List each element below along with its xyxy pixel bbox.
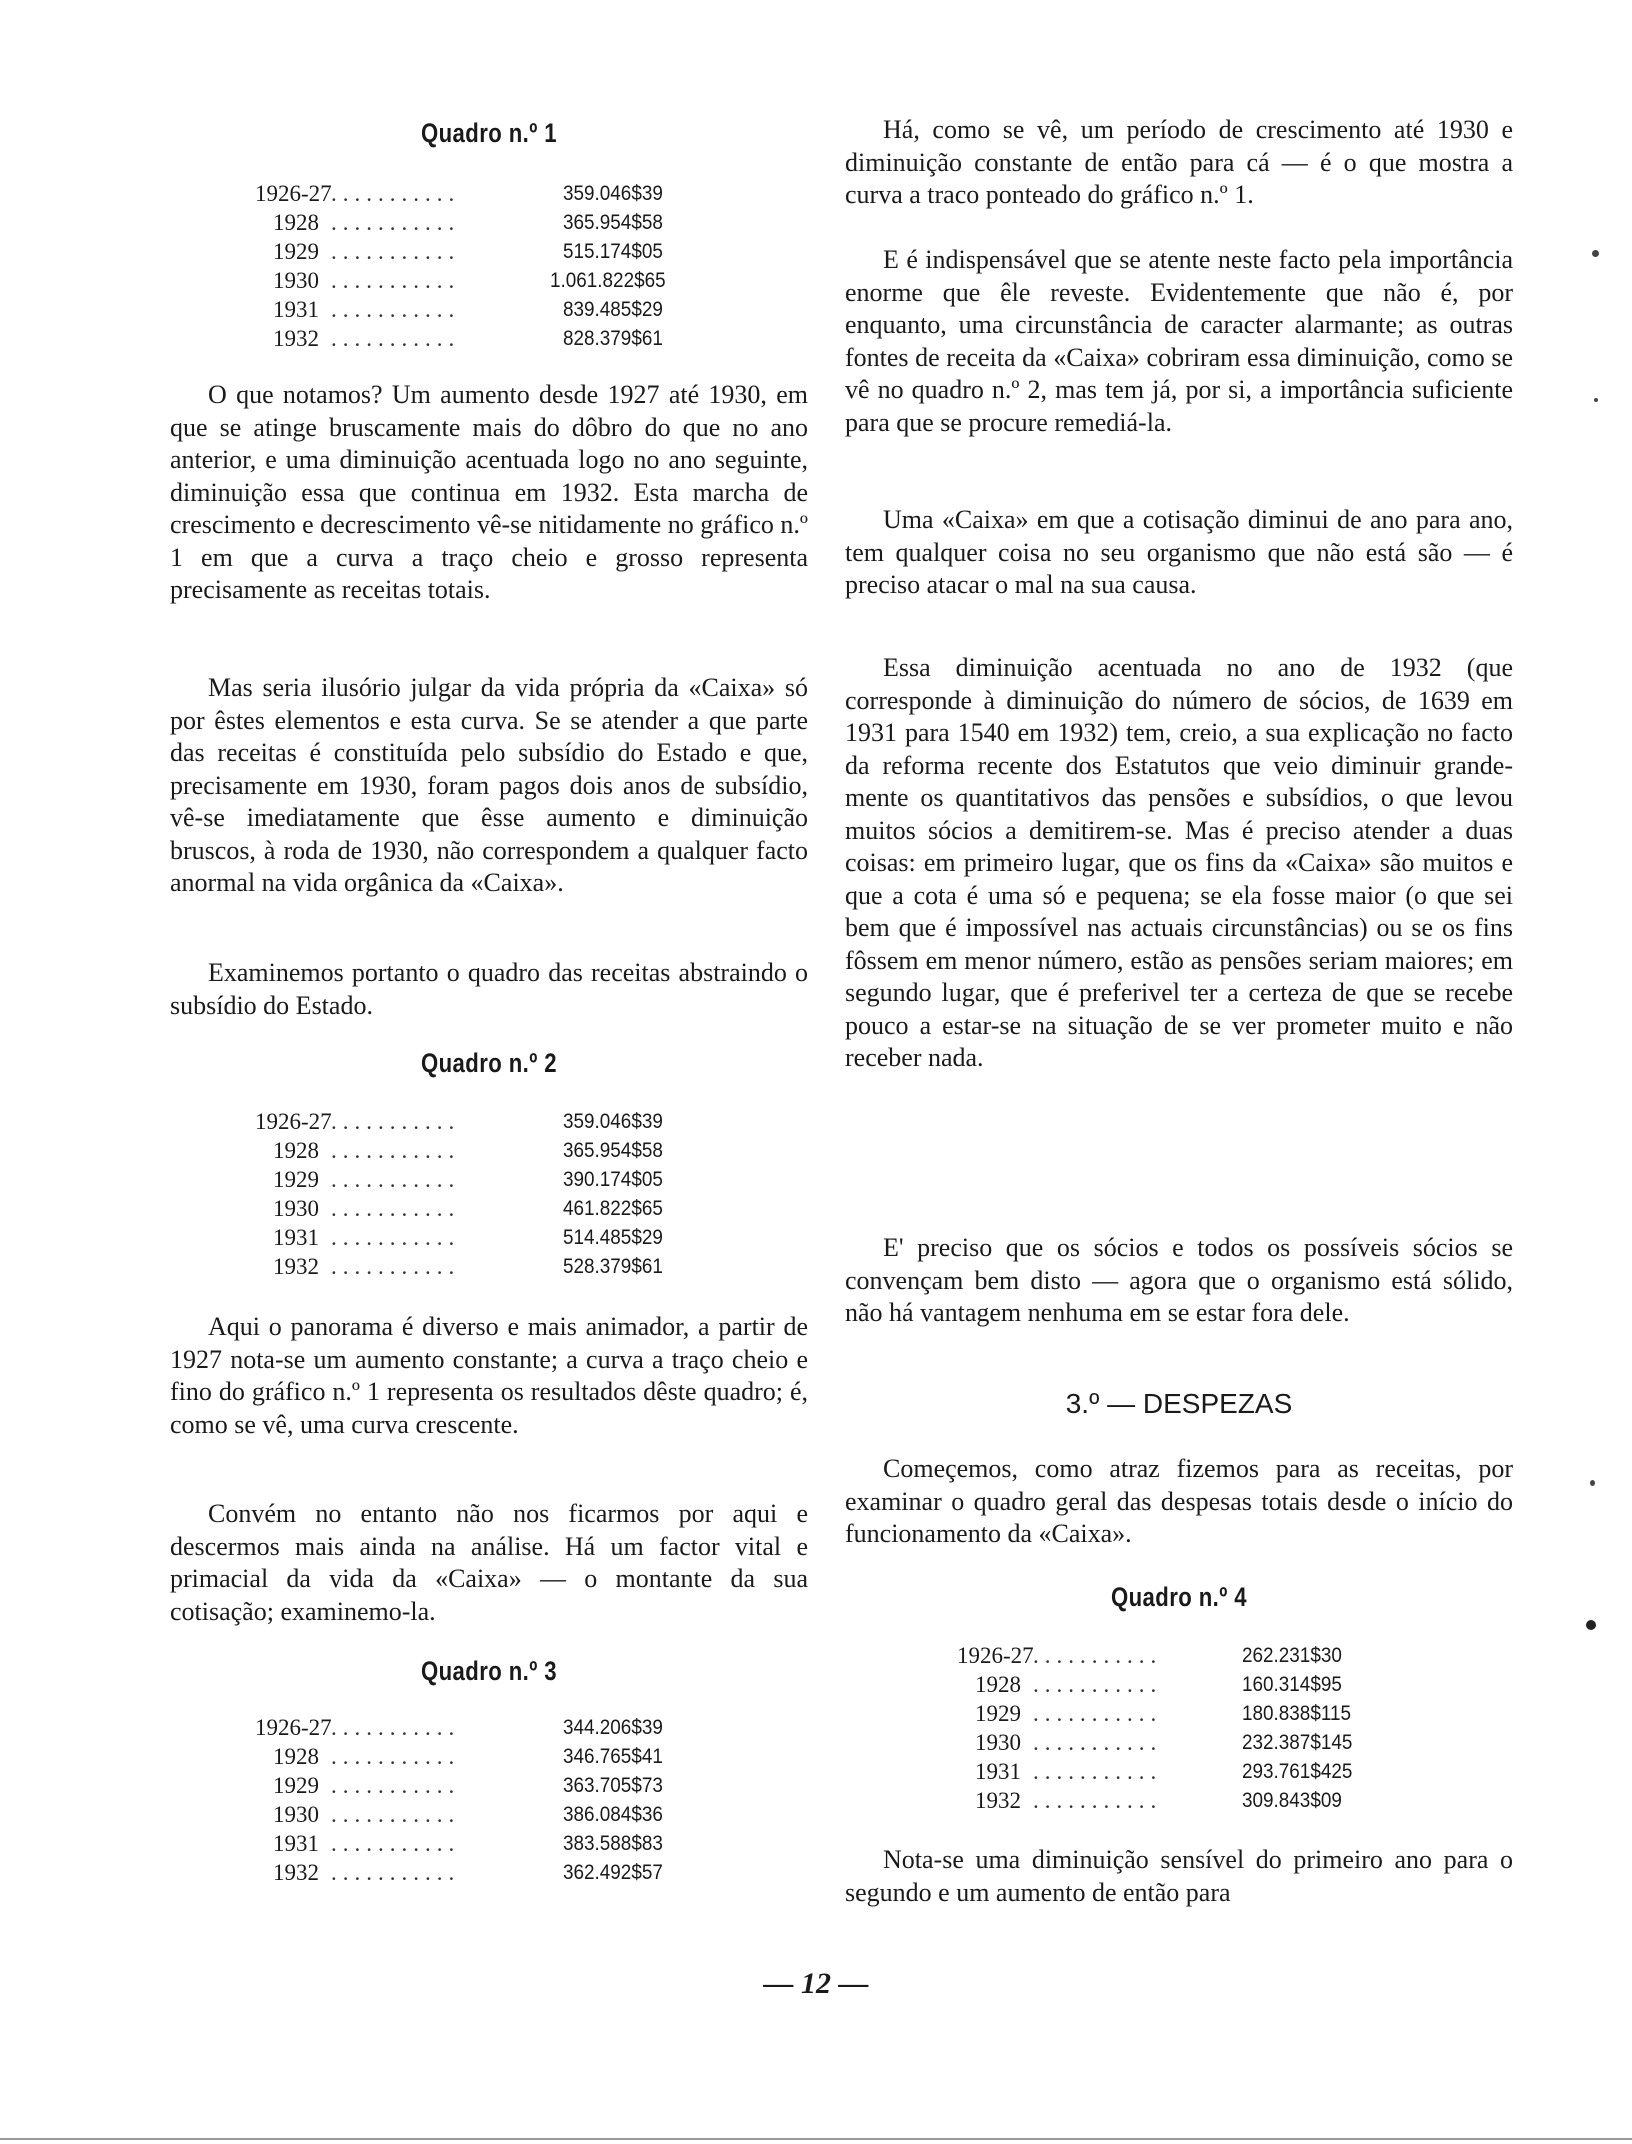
- page-number: — 12 —: [763, 1967, 869, 2000]
- row-year: 1930: [273, 268, 319, 293]
- scan-speck: [1594, 398, 1598, 402]
- row-year: 1928: [273, 210, 319, 235]
- table-title-quadro-4: Quadro n.º 4: [1110, 1582, 1248, 1612]
- row-value: 828.379$61: [563, 327, 663, 350]
- row-value: 346.765$41: [563, 1745, 663, 1768]
- row-year: 1929: [273, 1167, 319, 1192]
- paragraph: Há, como se vê, um período de crescimento até 1930 e diminuição constante de então para cá — é o que mostra a curva a traco ponteado do gráfico n.º 1.: [845, 115, 1513, 209]
- row-value: 365.954$58: [563, 1139, 663, 1162]
- leader-dots: ...........: [331, 1773, 461, 1798]
- leader-dots: ...........: [331, 297, 461, 322]
- paragraph: E' preciso que os sócios e todos os possíveis sócios se convençam bem disto — agora que o organismo está sólido, não há vantagem nenhuma em se estar fora dele.: [845, 1233, 1513, 1327]
- row-value: 262.231$30: [1242, 1644, 1342, 1667]
- leader-dots: ...........: [331, 1744, 461, 1769]
- leader-dots: ...........: [1033, 1759, 1163, 1784]
- row-year: 1926-27: [255, 1109, 332, 1134]
- table-title-quadro-3: Quadro n.º 3: [420, 1656, 558, 1686]
- paragraph: E é indispensável que se atente neste facto pela importância enorme que êle reveste. Evidentemente que não é, por enquanto, uma circunstância de caracter alarmante; as outras fontes de receita da «Caixa» cobriram essa diminuição, como se vê no quadro n.º 2, mas tem já, por si, a importância suficiente para que se procure remediá-la.: [845, 245, 1513, 437]
- row-value: 363.705$73: [563, 1774, 663, 1797]
- leader-dots: ...........: [331, 1138, 461, 1163]
- row-year: 1931: [273, 297, 319, 322]
- leader-dots: ...........: [331, 1831, 461, 1856]
- leader-dots: ...........: [1033, 1643, 1163, 1668]
- row-year: 1926-27: [255, 181, 332, 206]
- scan-speck: [1586, 1620, 1596, 1630]
- leader-dots: ...........: [331, 268, 461, 293]
- row-value: 461.822$65: [563, 1197, 663, 1220]
- table-title-quadro-2: Quadro n.º 2: [420, 1048, 558, 1078]
- row-year: 1931: [273, 1831, 319, 1856]
- scan-speck: [1590, 1480, 1595, 1486]
- paragraph: Mas seria ilusório julgar da vida própria da «Caixa» só por êstes elementos e esta curva. Se se atender a que parte das receitas é constituída pelo subsídio do Estado e que, precisamente em 1930, foram pagos dois anos de subsídio, vê-se imediatamente que êsse aumento e diminuição bruscos, à roda de 1930, não correspondem a qualquer facto anormal na vida orgânica da «Caixa».: [170, 673, 808, 897]
- leader-dots: ...........: [331, 1860, 461, 1885]
- row-value: 362.492$57: [563, 1861, 663, 1884]
- row-value: 528.379$61: [563, 1255, 663, 1278]
- leader-dots: ...........: [331, 1802, 461, 1827]
- table-title-quadro-1: Quadro n.º 1: [420, 118, 558, 148]
- row-year: 1928: [273, 1744, 319, 1769]
- row-year: 1930: [975, 1730, 1021, 1755]
- row-year: 1930: [273, 1802, 319, 1827]
- leader-dots: ...........: [331, 1109, 461, 1134]
- row-value: 160.314$95: [1242, 1673, 1342, 1696]
- row-year: 1929: [273, 1773, 319, 1798]
- row-year: 1926-27: [957, 1643, 1034, 1668]
- leader-dots: ...........: [331, 239, 461, 264]
- row-value: 514.485$29: [563, 1226, 663, 1249]
- row-year: 1928: [975, 1672, 1021, 1697]
- leader-dots: ...........: [331, 1167, 461, 1192]
- row-value: 515.174$05: [563, 240, 663, 263]
- paragraph: Começemos, como atraz fizemos para as receitas, por examinar o quadro geral das despesas totais desde o início do funcionamento da «Caixa».: [845, 1454, 1513, 1548]
- leader-dots: ...........: [1033, 1730, 1163, 1755]
- paragraph: Uma «Caixa» em que a cotisação diminui de ano para ano, tem qualquer coisa no seu organismo que não está são — é preciso atacar o mal na sua causa.: [845, 505, 1513, 599]
- leader-dots: ...........: [331, 181, 461, 206]
- section-heading-despezas: 3.º — DESPEZAS: [1065, 1388, 1293, 1419]
- row-year: 1931: [273, 1225, 319, 1250]
- scan-speck: [1592, 250, 1599, 257]
- row-value: 386.084$36: [563, 1803, 663, 1826]
- row-value: 293.761$425: [1242, 1760, 1353, 1783]
- leader-dots: ...........: [331, 1225, 461, 1250]
- paragraph: Convém no entanto não nos ficarmos por aqui e descermos mais ainda na análise. Há um factor vital e primacial da vida da «Caixa» — o montante da sua cotisação; examinemo-la.: [170, 1499, 808, 1626]
- row-year: 1928: [273, 1138, 319, 1163]
- row-year: 1932: [273, 326, 319, 351]
- leader-dots: ...........: [331, 1715, 461, 1740]
- row-value: 180.838$115: [1242, 1702, 1351, 1725]
- leader-dots: ...........: [331, 1196, 461, 1221]
- row-value: 232.387$145: [1242, 1731, 1353, 1754]
- row-year: 1932: [273, 1254, 319, 1279]
- row-year: 1926-27: [255, 1715, 332, 1740]
- row-year: 1932: [273, 1860, 319, 1885]
- row-value: 359.046$39: [563, 182, 663, 205]
- leader-dots: ...........: [1033, 1788, 1163, 1813]
- row-value: 359.046$39: [563, 1110, 663, 1133]
- row-year: 1930: [273, 1196, 319, 1221]
- row-value: 344.206$39: [563, 1716, 663, 1739]
- paragraph: Examinemos portanto o quadro das receitas abstraindo o subsídio do Estado.: [170, 958, 808, 1020]
- row-value: 365.954$58: [563, 211, 663, 234]
- row-year: 1931: [975, 1759, 1021, 1784]
- paragraph: Aqui o panorama é diverso e mais animador, a partir de 1927 nota-se um aumento constante; a curva a traço cheio e fino do gráfico n.º 1 representa os resultados dêste quadro; é, como se vê, uma curva crescente.: [170, 1312, 808, 1439]
- row-year: 1929: [975, 1701, 1021, 1726]
- leader-dots: ...........: [1033, 1672, 1163, 1697]
- leader-dots: ...........: [331, 1254, 461, 1279]
- leader-dots: ...........: [331, 210, 461, 235]
- row-year: 1932: [975, 1788, 1021, 1813]
- leader-dots: ...........: [1033, 1701, 1163, 1726]
- row-value: 1.061.822$65: [550, 269, 666, 292]
- leader-dots: ...........: [331, 326, 461, 351]
- row-value: 390.174$05: [563, 1168, 663, 1191]
- row-value: 839.485$29: [563, 298, 663, 321]
- scan-edge: [0, 2138, 1632, 2140]
- row-value: 309.843$09: [1242, 1789, 1342, 1812]
- paragraph: Essa diminuição acentuada no ano de 1932 (que corresponde à diminuição do número de sócios, de 1639 em 1931 para 1540 em 1932) tem, creio, a sua explicação no facto da reforma recente dos Estatutos que veio diminuir grandemente os quantitativos das pensões e subsídios, o que levou muitos sócios a demitirem-se. Mas é preciso atender a duas coisas: em primeiro lugar, que os fins da «Caixa» são muitos e que a cota é uma só e pequena; se ela fosse maior (o que sei bem que é impossível nas actuais circunstâncias) ou se os fins fôssem em menor número, estão as pensões seriam maiores; em segundo lugar, que é preferivel ter a certeza de que se recebe pouco a estar-se na situação de se ver prometer muito e não receber nada.: [845, 653, 1513, 1072]
- row-value: 383.588$83: [563, 1832, 663, 1855]
- paragraph: O que notamos? Um aumento desde 1927 até 1930, em que se atinge bruscamente mais do dôbro do que no ano anterior, e uma diminuição acentuada logo no ano seguinte, diminuição essa que continua em 1932. Esta marcha de crescimento e decrescimento vê-se nitidamente no gráfico n.º 1 em que a curva a traço cheio e grosso representa precisamente as receitas totais.: [170, 380, 808, 604]
- row-year: 1929: [273, 239, 319, 264]
- paragraph: Nota-se uma diminuição sensível do primeiro ano para o segundo e um aumento de então para: [845, 1845, 1513, 1907]
